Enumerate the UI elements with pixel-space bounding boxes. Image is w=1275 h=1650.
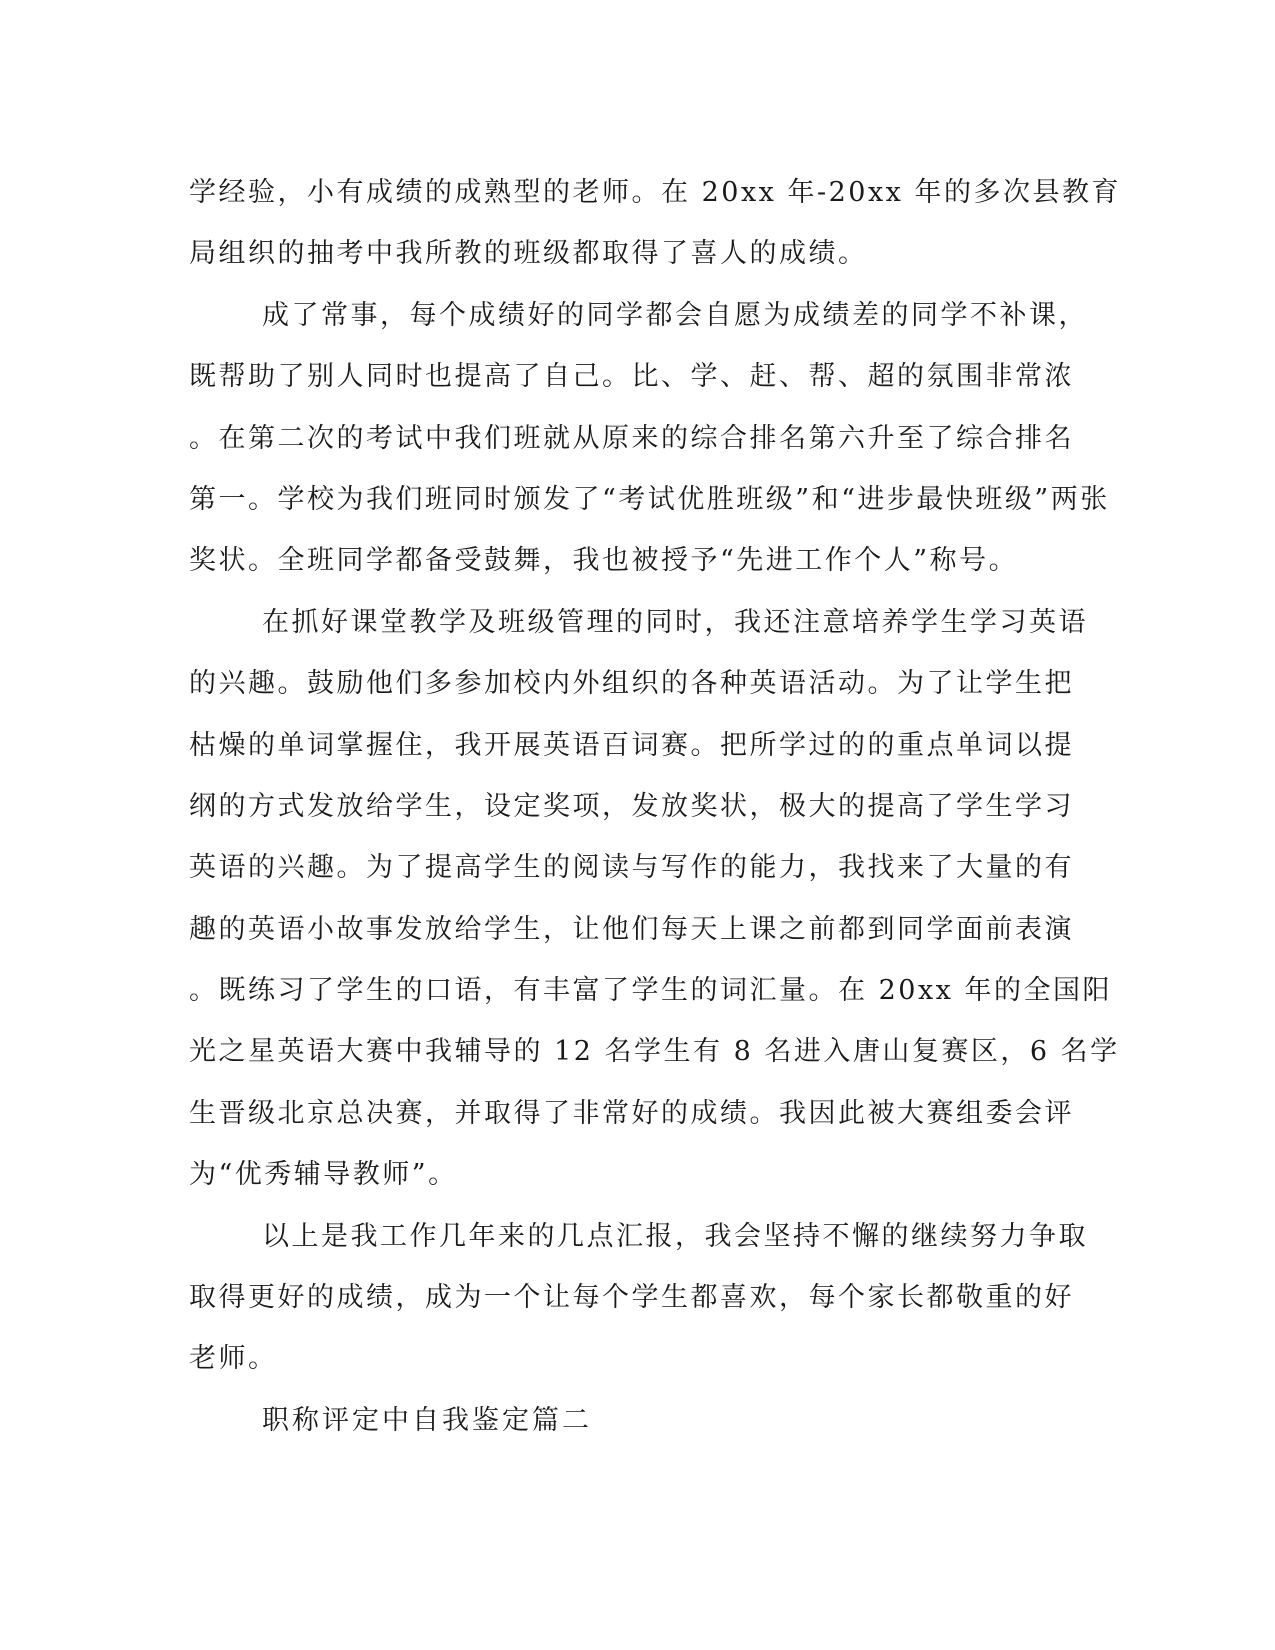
section-heading: 职称评定中自我鉴定篇二 (262, 1404, 592, 1436)
text-line: 奖状。全班同学都备受鼓舞，我也被授予“先进工作个人”称号。 (189, 545, 1019, 577)
text-line: 的兴趣。鼓励他们多参加校内外组织的各种英语活动。为了让学生把 (189, 668, 1074, 700)
text-line: 既帮助了别人同时也提高了自己。比、学、赶、帮、超的氛围非常浓 (189, 361, 1074, 393)
text-line: 纲的方式发放给学生，设定奖项，发放奖状，极大的提高了学生学习 (189, 790, 1074, 822)
text-line: 为“优秀辅导教师”。 (189, 1159, 458, 1191)
text-line: 枯燥的单词掌握住，我开展英语百词赛。把所学过的的重点单词以提 (189, 729, 1074, 761)
text-line: 局组织的抽考中我所教的班级都取得了喜人的成绩。 (189, 238, 868, 270)
text-line: 。在第二次的考试中我们班就从原来的综合排名第六升至了综合排名 (189, 422, 1074, 454)
text-line: 趣的英语小故事发放给学生，让他们每天上课之前都到同学面前表演 (189, 913, 1074, 945)
text-line: 取得更好的成绩，成为一个让每个学生都喜欢，每个家长都敬重的好 (189, 1282, 1074, 1314)
text-line: 英语的兴趣。为了提高学生的阅读与写作的能力，我找来了大量的有 (189, 852, 1074, 884)
text-line: 生晋级北京总决赛，并取得了非常好的成绩。我因此被大赛组委会评 (189, 1097, 1074, 1129)
paragraph-start-line: 在抓好课堂教学及班级管理的同时，我还注意培养学生学习英语 (262, 606, 1088, 638)
paragraph-start-line: 以上是我工作几年来的几点汇报，我会坚持不懈的继续努力争取 (262, 1220, 1088, 1252)
text-line: 。既练习了学生的口语，有丰富了学生的词汇量。在 20xx 年的全国阳 (189, 975, 1112, 1007)
text-line: 第一。学校为我们班同时颁发了“考试优胜班级”和“进步最快班级”两张 (189, 483, 1110, 515)
text-line: 老师。 (189, 1343, 278, 1375)
document-body (189, 162, 1121, 1451)
text-line: 光之星英语大赛中我辅导的 12 名学生有 8 名进入唐山复赛区，6 名学 (189, 1036, 1120, 1068)
text-line: 学经验，小有成绩的成熟型的老师。在 20xx 年-20xx 年的多次县教育 (189, 177, 1121, 208)
paragraph-start-line: 成了常事，每个成绩好的同学都会自愿为成绩差的同学不补课， (262, 299, 1088, 331)
